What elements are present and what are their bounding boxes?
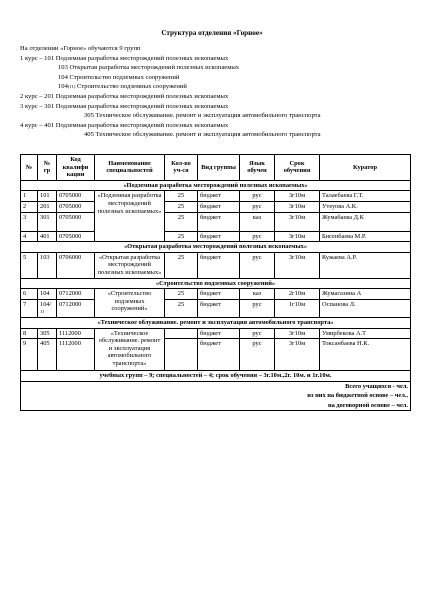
cell-group: 104 xyxy=(38,289,57,300)
cell-lang: каз xyxy=(240,289,275,300)
cell-code: 1112000 xyxy=(57,328,95,339)
cell-curator: Оспанова Л. xyxy=(320,299,411,317)
cell-code: 0712000 xyxy=(57,299,95,317)
cell-group: 401 xyxy=(38,231,57,242)
cell-term: 3г10м xyxy=(275,231,320,242)
table-row xyxy=(21,299,411,317)
intro-course1-c: 104 Строительство подземных сооружений xyxy=(58,73,180,81)
section-row xyxy=(21,180,411,191)
cell-lang: рус xyxy=(240,201,275,212)
cell-num: 2 xyxy=(21,201,38,212)
cell-lang: рус xyxy=(240,231,275,242)
cell-term: 3г10м xyxy=(275,191,320,202)
intro-course3-b: 305 Техническое обслуживание. ремонт и эксплуатация автомобильного транспорта xyxy=(84,112,321,120)
table-row xyxy=(21,339,411,371)
cell-group-sub: 11 xyxy=(40,309,45,315)
cell-term: 1г10м xyxy=(275,299,320,317)
intro-block xyxy=(20,44,420,140)
intro-course4-b: 405 Техническое обслуживание. ремонт и эксплуатация автомобильного транспорта xyxy=(84,131,321,139)
cell-lang: рус xyxy=(240,252,275,278)
cell-code: 0705000 xyxy=(57,201,95,212)
cell-type: бюджет xyxy=(198,252,240,278)
cell-term: 3г10м xyxy=(275,339,320,371)
header-specialty: Наименование специальностей xyxy=(95,155,165,181)
table-row xyxy=(21,191,411,202)
cell-lang: рус xyxy=(240,328,275,339)
cell-group: 405 xyxy=(38,339,57,371)
cell-count: 25 xyxy=(165,201,198,212)
intro-course4-a: 4 курс – 401 Подземная разработка месторождений полезных ископаемых xyxy=(20,121,229,129)
cell-count: 25 xyxy=(165,231,198,242)
table-row xyxy=(21,328,411,339)
cell-group xyxy=(38,299,57,317)
intro-lead: На отделении «Горное» обучаются 9 групп xyxy=(20,45,141,52)
cell-curator: Талаебаева Г.Т. xyxy=(320,191,411,202)
cell-num: 9 xyxy=(21,339,38,371)
cell-count: 25 xyxy=(165,299,198,317)
table-row xyxy=(21,252,411,278)
cell-group: 101 xyxy=(38,191,57,202)
note-row xyxy=(21,401,411,411)
header-num: № xyxy=(21,155,38,181)
note-budget: из них на бюджетной основе – чел., xyxy=(21,391,411,401)
intro-course1-d-num: 104 xyxy=(58,83,68,91)
cell-type: бюджет xyxy=(198,289,240,300)
intro-course1-d xyxy=(20,82,420,92)
cell-code: 1112000 xyxy=(57,339,95,371)
cell-group: 301 xyxy=(38,212,57,231)
intro-course1-b: 103 Открытая разработка месторождений полезных ископаемых xyxy=(58,64,240,72)
section-title: «Открытая разработка месторождений полезных ископаемых» xyxy=(21,242,411,253)
cell-type: бюджет xyxy=(198,191,240,202)
cell-num: 6 xyxy=(21,289,38,300)
table-row xyxy=(21,231,411,242)
intro-course1-d-text: Строительство подземных сооружений xyxy=(75,83,187,91)
cell-lang: рус xyxy=(240,299,275,317)
header-code: Код квалифи кации xyxy=(57,155,95,181)
header-group: № гр xyxy=(38,155,57,181)
structure-table xyxy=(20,154,411,411)
cell-curator: Жумагазина А xyxy=(320,289,411,300)
intro-course1-a: 1 курс – 101 Подземная разработка месторождений полезных ископаемых xyxy=(20,54,229,62)
totals-text: учебных групп – 9; специальностей – 4; срок обучения – 3г.10м.,2г. 10м. и 1г.10м. xyxy=(21,371,411,382)
cell-specialty: «Техническое обслуживание. ремонт и эксплуатация автомобильного транспорта» xyxy=(95,328,165,371)
section-row xyxy=(21,242,411,253)
intro-course1-d-sub: (11) xyxy=(67,84,76,90)
cell-count xyxy=(165,339,198,371)
cell-lang: рус xyxy=(240,339,275,371)
cell-count: 25 xyxy=(165,289,198,300)
cell-count: 25 xyxy=(165,212,198,231)
table-row xyxy=(21,212,411,231)
header-language: Язык обучен xyxy=(240,155,275,181)
cell-specialty: «Строительство подземных сооружений» xyxy=(95,289,165,318)
cell-lang: рус xyxy=(240,191,275,202)
cell-type: бюджет xyxy=(198,231,240,242)
cell-code: 0706000 xyxy=(57,252,95,278)
cell-code: 0705000 xyxy=(57,212,95,231)
cell-group: 201 xyxy=(38,201,57,212)
cell-lang: каз xyxy=(240,212,275,231)
cell-num: 5 xyxy=(21,252,38,278)
cell-num: 8 xyxy=(21,328,38,339)
cell-group-main: 104/ xyxy=(40,300,52,308)
cell-curator: Бисенбаева М.Р. xyxy=(320,231,411,242)
cell-num: 3 xyxy=(21,212,38,231)
cell-curator: Жумабаева Д.К xyxy=(320,212,411,231)
header-curator: Куратор xyxy=(320,155,411,181)
intro-course3-a: 3 курс – 301 Подземная разработка месторождений полезных ископаемых xyxy=(20,102,229,110)
page-title: Структура отделения «Горное» xyxy=(161,29,263,37)
cell-curator: Кужаева А.Р. xyxy=(320,252,411,278)
note-row xyxy=(21,381,411,391)
header-count: Кол-во уч-ся xyxy=(165,155,198,181)
cell-code: 0705000 xyxy=(57,191,95,202)
section-title: «Подземная разработка месторождений полезных ископаемых» xyxy=(21,180,411,191)
cell-term: 3г10м xyxy=(275,201,320,212)
intro-course2: 2 курс – 201 Подземная разработка месторождений полезных ископаемых xyxy=(20,92,229,100)
table-row xyxy=(21,289,411,300)
section-title: «Строительство подземных сооружений» xyxy=(21,278,411,289)
table-header-row xyxy=(21,155,411,181)
section-title: «Техническое облуживание. ремонт и эксплуатация автомобильного транспорта» xyxy=(21,317,411,328)
cell-term: 2г10м xyxy=(275,289,320,300)
note-total-students: Всего учащихся - чел. xyxy=(21,381,411,391)
cell-term: 3г10м xyxy=(275,212,320,231)
table-row xyxy=(21,201,411,212)
cell-group: 103 xyxy=(38,252,57,278)
cell-group: 305 xyxy=(38,328,57,339)
section-row xyxy=(21,278,411,289)
cell-curator: Умирбекова А.Т xyxy=(320,328,411,339)
cell-curator: Токсанбаева Н.К. xyxy=(320,339,411,371)
note-contract: на договорной основе – чел. xyxy=(21,401,411,411)
cell-num: 7 xyxy=(21,299,38,317)
cell-type: бюджет xyxy=(198,299,240,317)
cell-type: бюджет xyxy=(198,201,240,212)
cell-count: 25 xyxy=(165,252,198,278)
cell-code: 0712000 xyxy=(57,289,95,300)
cell-curator: Утеуова А.К. xyxy=(320,201,411,212)
cell-type: бюджет xyxy=(198,212,240,231)
section-row xyxy=(21,317,411,328)
cell-specialty: «Открытая разработка месторождений полезных ископаемых» xyxy=(95,252,165,278)
cell-count: 25 xyxy=(165,191,198,202)
cell-term: 3г10м xyxy=(275,328,320,339)
totals-row xyxy=(21,371,411,382)
cell-type: бюджет xyxy=(198,339,240,371)
note-row xyxy=(21,391,411,401)
cell-code: 0705000 xyxy=(57,231,95,242)
cell-count xyxy=(165,328,198,339)
cell-specialty: «Подземная разработка месторождений полезных ископаемых» xyxy=(95,191,165,242)
cell-type: бюджет xyxy=(198,328,240,339)
cell-term: 3г10м xyxy=(275,252,320,278)
header-term: Срок обучения xyxy=(275,155,320,181)
cell-num: 1 xyxy=(21,191,38,202)
header-group-type: Вид группы xyxy=(198,155,240,181)
cell-num: 4 xyxy=(21,231,38,242)
